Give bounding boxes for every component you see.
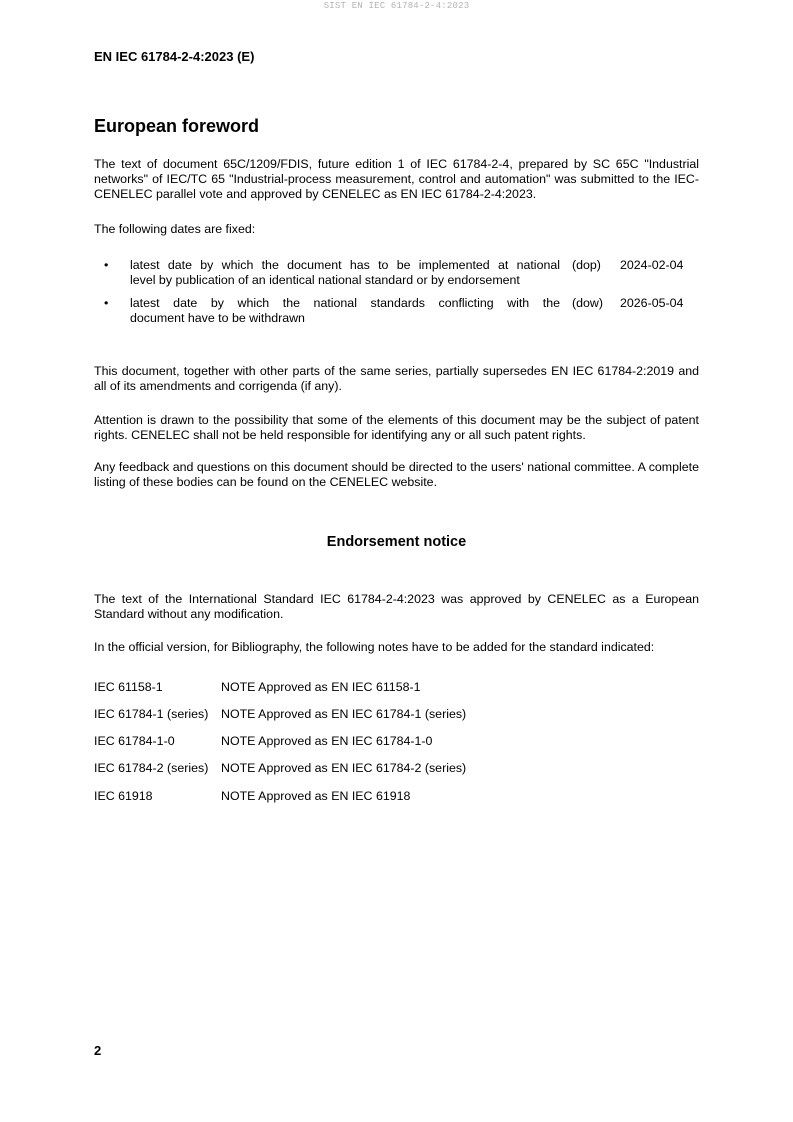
- reference-id: IEC 61158-1: [94, 680, 163, 694]
- endorsement-text: The text of the International Standard IEC 61784-2-4:2023 was approved by CENELEC as a European Standard without any modification.: [94, 592, 699, 621]
- date-item-tag: (dop): [572, 258, 601, 272]
- date-item-line: document have to be withdrawn: [130, 311, 305, 325]
- bullet-icon: •: [104, 258, 109, 272]
- date-item-text: [130, 258, 560, 288]
- reference-note: NOTE Approved as EN IEC 61784-1-0: [221, 734, 433, 748]
- date-item-line: level by publication of an identical national standard or by endorsement: [130, 273, 520, 287]
- date-item-line: latest date by which the national standards conflicting with the: [130, 296, 560, 310]
- reference-id: IEC 61784-2 (series): [94, 761, 209, 775]
- date-item-date: 2026-05-04: [620, 296, 684, 310]
- reference-id: IEC 61918: [94, 789, 153, 803]
- reference-id: IEC 61784-1 (series): [94, 707, 209, 721]
- endorsement-title: Endorsement notice: [326, 534, 467, 550]
- date-item-line: latest date by which the document has to be implemented at national: [130, 258, 560, 272]
- feedback-paragraph: Any feedback and questions on this document should be directed to the users' national committee. A complete listing of these bodies can be found on the CENELEC website.: [94, 460, 699, 489]
- reference-note: NOTE Approved as EN IEC 61784-2 (series): [221, 761, 467, 775]
- supersedes-paragraph: This document, together with other parts of the same series, partially supersedes EN IEC 61784-2:2019 and all of its amendments and corrigenda (if any).: [94, 364, 699, 393]
- page-number: 2: [94, 1043, 102, 1058]
- patent-paragraph: Attention is drawn to the possibility that some of the elements of this document may be the subject of patent rights. CENELEC shall not be held responsible for identifying any or all such patent rights.: [94, 413, 699, 442]
- bullet-icon: •: [104, 296, 109, 310]
- watermark: SIST EN IEC 61784-2-4:2023: [323, 1, 470, 11]
- dates-intro: The following dates are fixed:: [94, 222, 256, 236]
- reference-note: NOTE Approved as EN IEC 61158-1: [221, 680, 421, 694]
- reference-id: IEC 61784-1-0: [94, 734, 175, 748]
- date-item-text: [130, 296, 560, 326]
- foreword-title: European foreword: [94, 116, 260, 136]
- document-id: EN IEC 61784-2-4:2023 (E): [94, 49, 255, 64]
- reference-note: NOTE Approved as EN IEC 61784-1 (series): [221, 707, 467, 721]
- foreword-intro: The text of document 65C/1209/FDIS, future edition 1 of IEC 61784-2-4, prepared by SC 65C "Industrial networks" of IEC/TC 65 "Industrial-process measurement, control and automation" was submitted to the IEC-CENELEC parallel vote and approved by CENELEC as EN IEC 61784-2-4:2023.: [94, 157, 699, 201]
- date-item-tag: (dow): [572, 296, 603, 310]
- reference-note: NOTE Approved as EN IEC 61918: [221, 789, 411, 803]
- bibliography-intro: In the official version, for Bibliography, the following notes have to be added for the standard indicated:: [94, 640, 655, 654]
- date-item-date: 2024-02-04: [620, 258, 684, 272]
